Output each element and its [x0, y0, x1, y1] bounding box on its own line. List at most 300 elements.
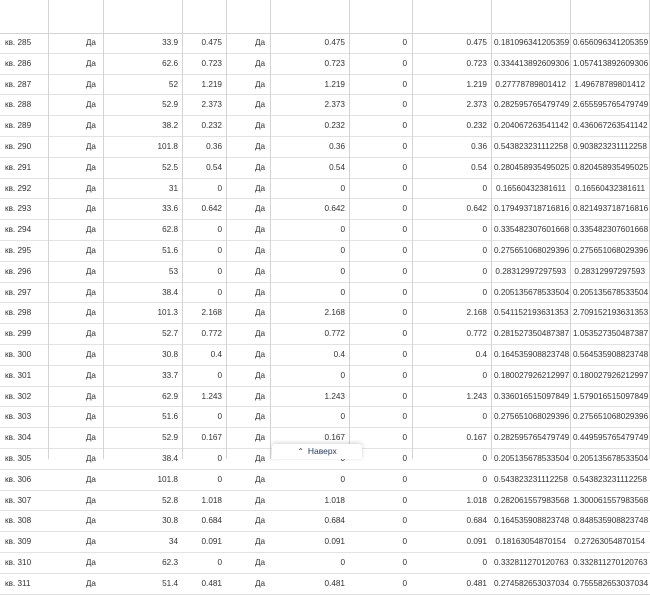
table-row [0, 345, 650, 366]
cell-value-c: 0 [402, 578, 407, 588]
cell-flag: Да [85, 537, 96, 547]
cell-value-e: 0.543823231112258 [494, 141, 568, 151]
cell-area: 62.3 [162, 557, 178, 567]
cell-flag: Да [85, 516, 96, 526]
cell-value-a: 0 [217, 474, 222, 484]
cell-apartment: кв. 293 [5, 204, 32, 214]
cell-value-d: 0 [482, 245, 487, 255]
cell-flag-2: Да [255, 266, 266, 276]
cell-value-e: 0.335482307601668 [494, 225, 570, 235]
cell-value-b: 0.772 [324, 329, 345, 339]
cell-total: 0.275651068029396 [573, 412, 649, 422]
column-divider [491, 0, 492, 459]
cell-area: 52.7 [162, 329, 178, 339]
cell-value-b: 0 [340, 225, 345, 235]
cell-area: 52 [168, 79, 178, 89]
column-divider [349, 0, 350, 459]
cell-value-c: 0 [402, 79, 407, 89]
cell-flag: Да [85, 557, 96, 567]
cell-value-d: 0.36 [471, 141, 487, 151]
cell-value-a: 2.373 [201, 100, 222, 110]
cell-value-d: 0 [482, 370, 487, 380]
table-row [0, 553, 650, 574]
cell-area: 51.6 [162, 245, 178, 255]
cell-total: 1.057413892609306 [573, 58, 649, 68]
cell-value-e: 0.281527350487387 [494, 329, 570, 339]
cell-apartment: кв. 287 [5, 79, 32, 89]
cell-area: 53 [168, 266, 178, 276]
cell-area: 38.4 [162, 453, 178, 463]
cell-flag: Да [85, 578, 96, 588]
column-header[interactable] [415, 0, 487, 34]
cell-value-c: 0 [402, 121, 407, 131]
cell-flag: Да [85, 225, 96, 235]
cell-value-a: 0 [217, 453, 222, 463]
cell-value-a: 0.167 [201, 433, 222, 443]
cell-apartment: кв. 300 [5, 349, 32, 359]
cell-total: 0.205135678533504 [573, 287, 649, 297]
cell-flag: Да [85, 391, 96, 401]
cell-value-e: 0.274582653037034 [494, 578, 570, 588]
cell-value-b: 0 [340, 183, 345, 193]
cell-value-b: 0 [340, 287, 345, 297]
cell-area: 38.4 [162, 287, 178, 297]
cell-value-b: 0 [340, 266, 345, 276]
cell-flag-2: Да [255, 225, 266, 235]
table-row [0, 262, 650, 283]
cell-apartment: кв. 303 [5, 412, 32, 422]
table-row [0, 470, 650, 491]
cell-flag-2: Да [255, 495, 266, 505]
cell-value-a: 0.723 [201, 58, 222, 68]
cell-value-d: 0 [482, 287, 487, 297]
cell-apartment: кв. 305 [5, 453, 32, 463]
cell-flag: Да [85, 287, 96, 297]
column-header[interactable] [106, 0, 178, 34]
cell-total: 0.755582653037034 [573, 578, 649, 588]
cell-value-d: 0.481 [466, 578, 487, 588]
cell-value-c: 0 [402, 100, 407, 110]
cell-value-b: 0.723 [324, 58, 345, 68]
cell-apartment: кв. 311 [5, 578, 31, 588]
cell-value-c: 0 [402, 308, 407, 318]
cell-area: 101.3 [157, 308, 178, 318]
column-header[interactable] [255, 0, 275, 34]
cell-apartment: кв. 302 [5, 391, 32, 401]
cell-value-c: 0 [402, 287, 407, 297]
cell-value-a: 0.684 [201, 516, 222, 526]
cell-value-e: 0.541152193631353 [494, 308, 569, 318]
cell-value-e: 0.280458935495025 [494, 162, 570, 172]
cell-total: 0.821493718716816 [573, 204, 649, 214]
cell-value-b: 0 [340, 370, 345, 380]
cell-value-a: 2.168 [201, 308, 222, 318]
table-row [0, 116, 650, 137]
cell-flag-2: Да [255, 516, 266, 526]
cell-total: 0.820458935495025 [573, 162, 649, 172]
cell-value-c: 0 [402, 329, 407, 339]
cell-flag-2: Да [255, 141, 266, 151]
cell-total: 0.180027926212997 [573, 370, 649, 380]
table-row [0, 324, 650, 345]
cell-flag-2: Да [255, 412, 266, 422]
cell-value-b: 1.219 [324, 79, 345, 89]
cell-total: 0.564535908823748 [573, 349, 649, 359]
table-row [0, 511, 650, 532]
scroll-to-top-label: Наверх [307, 446, 337, 456]
cell-flag: Да [85, 100, 96, 110]
cell-value-e: 0.179493718716816 [494, 204, 570, 214]
cell-value-b: 0 [340, 412, 345, 422]
cell-value-e: 0.164535908823748 [494, 349, 570, 359]
cell-value-a: 0.772 [201, 329, 222, 339]
cell-value-b: 2.373 [324, 100, 345, 110]
column-header[interactable] [52, 0, 96, 34]
cell-total: 1.579016515097849 [573, 391, 649, 401]
table-row [0, 220, 650, 241]
cell-flag: Да [85, 38, 96, 47]
cell-value-d: 0.54 [471, 162, 487, 172]
column-divider [226, 0, 227, 459]
cell-total: 0.848535908823748 [573, 516, 649, 526]
table-row [0, 95, 650, 116]
cell-area: 52.9 [162, 433, 178, 443]
cell-value-c: 0 [402, 495, 407, 505]
cell-area: 33.7 [162, 370, 178, 380]
cell-apartment: кв. 285 [5, 38, 32, 47]
cell-total: 0.543823231112258 [573, 474, 647, 484]
table-row [0, 158, 650, 179]
cell-area: 52.8 [162, 495, 178, 505]
cell-value-a: 0.54 [206, 162, 222, 172]
cell-value-c: 0 [402, 433, 407, 443]
cell-value-a: 1.219 [201, 79, 222, 89]
cell-value-b: 0.091 [324, 537, 345, 547]
cell-flag: Да [85, 183, 96, 193]
cell-value-b: 1.018 [324, 495, 345, 505]
column-divider [412, 0, 413, 459]
cell-value-a: 0.091 [201, 537, 222, 547]
cell-apartment: кв. 286 [5, 58, 32, 68]
cell-value-b: 0.475 [324, 38, 345, 47]
table-row [0, 179, 650, 200]
column-divider [182, 0, 183, 459]
cell-flag-2: Да [255, 453, 266, 463]
cell-area: 101.8 [157, 141, 178, 151]
cell-apartment: кв. 299 [5, 329, 32, 339]
cell-value-a: 0 [217, 266, 222, 276]
cell-flag-2: Да [255, 370, 266, 380]
cell-value-e: 0.16560432381611 [496, 183, 566, 193]
table-row [0, 283, 650, 304]
cell-value-c: 0 [402, 537, 407, 547]
cell-flag-2: Да [255, 578, 266, 588]
cell-value-a: 0.4 [210, 349, 222, 359]
cell-area: 31 [168, 183, 178, 193]
cell-value-a: 0 [217, 287, 222, 297]
cell-value-c: 0 [402, 162, 407, 172]
cell-value-b: 0.232 [324, 121, 345, 131]
cell-flag: Да [85, 453, 96, 463]
cell-apartment: кв. 294 [5, 225, 32, 235]
cell-value-c: 0 [402, 412, 407, 422]
cell-flag: Да [85, 141, 96, 151]
cell-total: 1.053527350487387 [573, 329, 649, 339]
cell-value-a: 0 [217, 557, 222, 567]
cell-value-b: 0.54 [329, 162, 345, 172]
cell-value-d: 0.723 [466, 58, 487, 68]
cell-value-b: 0.481 [324, 578, 345, 588]
cell-value-b: 0.642 [324, 204, 345, 214]
cell-value-d: 0.232 [466, 121, 487, 131]
cell-value-e: 0.205135678533504 [494, 287, 570, 297]
cell-total: 0.275651068029396 [573, 245, 649, 255]
cell-value-b: 2.168 [324, 308, 345, 318]
cell-flag: Да [85, 329, 96, 339]
cell-value-c: 0 [402, 516, 407, 526]
cell-value-b: 1.243 [324, 391, 345, 401]
cell-value-a: 0 [217, 225, 222, 235]
cell-apartment: кв. 309 [5, 537, 32, 547]
cell-total: 0.656096341205359 [573, 38, 649, 47]
cell-value-a: 0 [217, 412, 222, 422]
cell-total: 0.449595765479749 [573, 433, 649, 443]
column-header[interactable] [352, 0, 407, 34]
cell-total: 0.205135678533504 [573, 453, 649, 463]
cell-value-b: 0.36 [329, 141, 345, 151]
cell-value-a: 0 [217, 183, 222, 193]
column-divider [570, 0, 571, 459]
cell-value-d: 0 [482, 453, 487, 463]
cell-value-d: 0.772 [466, 329, 487, 339]
cell-value-e: 0.275651068029396 [494, 412, 570, 422]
cell-flag: Да [85, 433, 96, 443]
cell-area: 62.8 [162, 225, 178, 235]
cell-flag-2: Да [255, 162, 266, 172]
cell-value-c: 0 [402, 38, 407, 47]
column-header[interactable] [5, 0, 45, 34]
cell-value-e: 0.334413892609306 [494, 58, 570, 68]
table-row [0, 33, 650, 54]
cell-value-d: 1.219 [466, 79, 487, 89]
cell-value-e: 0.27778789801412 [495, 79, 566, 89]
cell-total: 2.709152193631353 [573, 308, 649, 318]
cell-value-e: 0.543823231112258 [494, 474, 568, 484]
table-row [0, 241, 650, 262]
cell-value-c: 0 [402, 183, 407, 193]
cell-area: 34 [168, 537, 178, 547]
table-row [0, 303, 650, 324]
cell-value-a: 0.232 [201, 121, 222, 131]
cell-value-c: 0 [402, 557, 407, 567]
cell-total: 1.49678789801412 [574, 79, 645, 89]
column-header[interactable] [273, 0, 345, 34]
cell-flag: Да [85, 266, 96, 276]
cell-apartment: кв. 291 [5, 162, 32, 172]
cell-apartment: кв. 308 [5, 516, 32, 526]
cell-value-d: 0.475 [466, 38, 487, 47]
column-divider [48, 0, 49, 459]
column-divider [270, 0, 271, 459]
cell-flag: Да [85, 412, 96, 422]
cell-value-b: 0 [340, 245, 345, 255]
cell-value-d: 0.091 [466, 537, 487, 547]
cell-total: 0.436067263541142 [573, 121, 648, 131]
cell-flag: Да [85, 245, 96, 255]
cell-flag: Да [85, 349, 96, 359]
cell-flag: Да [85, 79, 96, 89]
table-row [0, 532, 650, 553]
cell-flag-2: Да [255, 557, 266, 567]
cell-apartment: кв. 307 [5, 495, 32, 505]
cell-area: 101.8 [157, 474, 178, 484]
cell-value-a: 1.018 [201, 495, 222, 505]
column-header[interactable] [494, 0, 566, 34]
cell-apartment: кв. 295 [5, 245, 32, 255]
cell-value-b: 0.684 [324, 516, 345, 526]
column-divider [103, 0, 104, 459]
cell-value-c: 0 [402, 391, 407, 401]
cell-value-e: 0.18163054870154 [495, 537, 566, 547]
cell-apartment: кв. 304 [5, 433, 32, 443]
cell-apartment: кв. 288 [5, 100, 32, 110]
cell-value-b: 0 [340, 557, 345, 567]
cell-apartment: кв. 310 [5, 557, 32, 567]
cell-value-c: 0 [402, 266, 407, 276]
cell-value-d: 2.168 [466, 308, 487, 318]
cell-value-e: 0.332811270120763 [494, 557, 569, 567]
cell-flag-2: Да [255, 391, 266, 401]
cell-value-d: 0.4 [475, 349, 487, 359]
table-row [0, 199, 650, 220]
cell-value-e: 0.282595765479749 [494, 433, 570, 443]
cell-flag-2: Да [255, 349, 266, 359]
cell-value-d: 1.018 [466, 495, 487, 505]
chevron-up-icon: ⌃ [297, 447, 304, 456]
table-row [0, 137, 650, 158]
cell-flag-2: Да [255, 121, 266, 131]
column-header[interactable] [185, 0, 222, 34]
cell-apartment: кв. 306 [5, 474, 32, 484]
cell-value-a: 0.36 [206, 141, 222, 151]
table-row [0, 387, 650, 408]
cell-value-c: 0 [402, 474, 407, 484]
cell-area: 51.6 [162, 412, 178, 422]
cell-area: 33.9 [162, 38, 178, 47]
table-row [0, 366, 650, 387]
cell-area: 30.8 [162, 349, 178, 359]
cell-value-d: 0 [482, 183, 487, 193]
cell-flag: Да [85, 474, 96, 484]
cell-value-c: 0 [402, 141, 407, 151]
cell-value-c: 0 [402, 349, 407, 359]
cell-total: 1.300061557983568 [573, 495, 649, 505]
cell-apartment: кв. 296 [5, 266, 32, 276]
table-row [0, 407, 650, 428]
cell-value-a: 0.642 [201, 204, 222, 214]
cell-flag-2: Да [255, 79, 266, 89]
cell-flag: Да [85, 370, 96, 380]
cell-value-d: 0 [482, 266, 487, 276]
cell-flag: Да [85, 162, 96, 172]
table-row [0, 574, 650, 595]
cell-value-c: 0 [402, 245, 407, 255]
cell-value-d: 0.684 [466, 516, 487, 526]
cell-flag-2: Да [255, 38, 266, 47]
cell-apartment: кв. 297 [5, 287, 32, 297]
cell-flag: Да [85, 121, 96, 131]
table-row [0, 54, 650, 75]
table-row [0, 75, 650, 96]
cell-value-a: 1.243 [201, 391, 222, 401]
cell-value-e: 0.180027926212997 [494, 370, 570, 380]
cell-total: 0.332811270120763 [573, 557, 648, 567]
cell-flag-2: Да [255, 537, 266, 547]
cell-apartment: кв. 301 [5, 370, 32, 380]
cell-total: 0.16560432381611 [575, 183, 645, 193]
cell-apartment: кв. 292 [5, 183, 32, 193]
cell-value-c: 0 [402, 225, 407, 235]
cell-flag: Да [85, 308, 96, 318]
cell-flag-2: Да [255, 308, 266, 318]
cell-value-e: 0.164535908823748 [494, 516, 570, 526]
cell-flag-2: Да [255, 100, 266, 110]
cell-total: 0.903823231112258 [573, 141, 647, 151]
cell-value-e: 0.205135678533504 [494, 453, 570, 463]
cell-value-e: 0.282061557983568 [494, 495, 570, 505]
cell-total: 2.655595765479749 [573, 100, 649, 110]
cell-flag-2: Да [255, 287, 266, 297]
cell-flag: Да [85, 495, 96, 505]
cell-value-b: 0.4 [333, 349, 345, 359]
cell-flag: Да [85, 58, 96, 68]
cell-value-d: 0 [482, 474, 487, 484]
cell-value-e: 0.204067263541142 [494, 121, 569, 131]
cell-flag-2: Да [255, 58, 266, 68]
cell-total: 0.335482307601668 [573, 225, 649, 235]
cell-value-b: 0 [340, 474, 345, 484]
cell-area: 38.2 [162, 121, 178, 131]
cell-value-e: 0.275651068029396 [494, 245, 570, 255]
cell-value-a: 0.475 [201, 38, 222, 47]
cell-value-d: 0 [482, 412, 487, 422]
column-header[interactable] [573, 0, 645, 34]
cell-area: 52.9 [162, 100, 178, 110]
cell-flag-2: Да [255, 433, 266, 443]
table-body [0, 33, 650, 595]
cell-value-d: 0 [482, 557, 487, 567]
cell-value-e: 0.28312997297593 [495, 266, 566, 276]
cell-apartment: кв. 290 [5, 141, 32, 151]
cell-value-c: 0 [402, 58, 407, 68]
cell-flag-2: Да [255, 329, 266, 339]
cell-area: 30.8 [162, 516, 178, 526]
table-header [0, 0, 650, 34]
cell-area: 52.5 [162, 162, 178, 172]
cell-value-c: 0 [402, 453, 407, 463]
cell-value-a: 0 [217, 245, 222, 255]
cell-flag-2: Да [255, 245, 266, 255]
cell-value-d: 2.373 [466, 100, 487, 110]
cell-apartment: кв. 298 [5, 308, 32, 318]
cell-value-a: 0 [217, 370, 222, 380]
cell-value-d: 1.243 [466, 391, 487, 401]
cell-value-e: 0.181096341205359 [494, 38, 570, 47]
scroll-to-top-button[interactable] [272, 444, 362, 459]
cell-value-d: 0 [482, 225, 487, 235]
cell-value-c: 0 [402, 204, 407, 214]
cell-value-e: 0.336016515097849 [494, 391, 570, 401]
